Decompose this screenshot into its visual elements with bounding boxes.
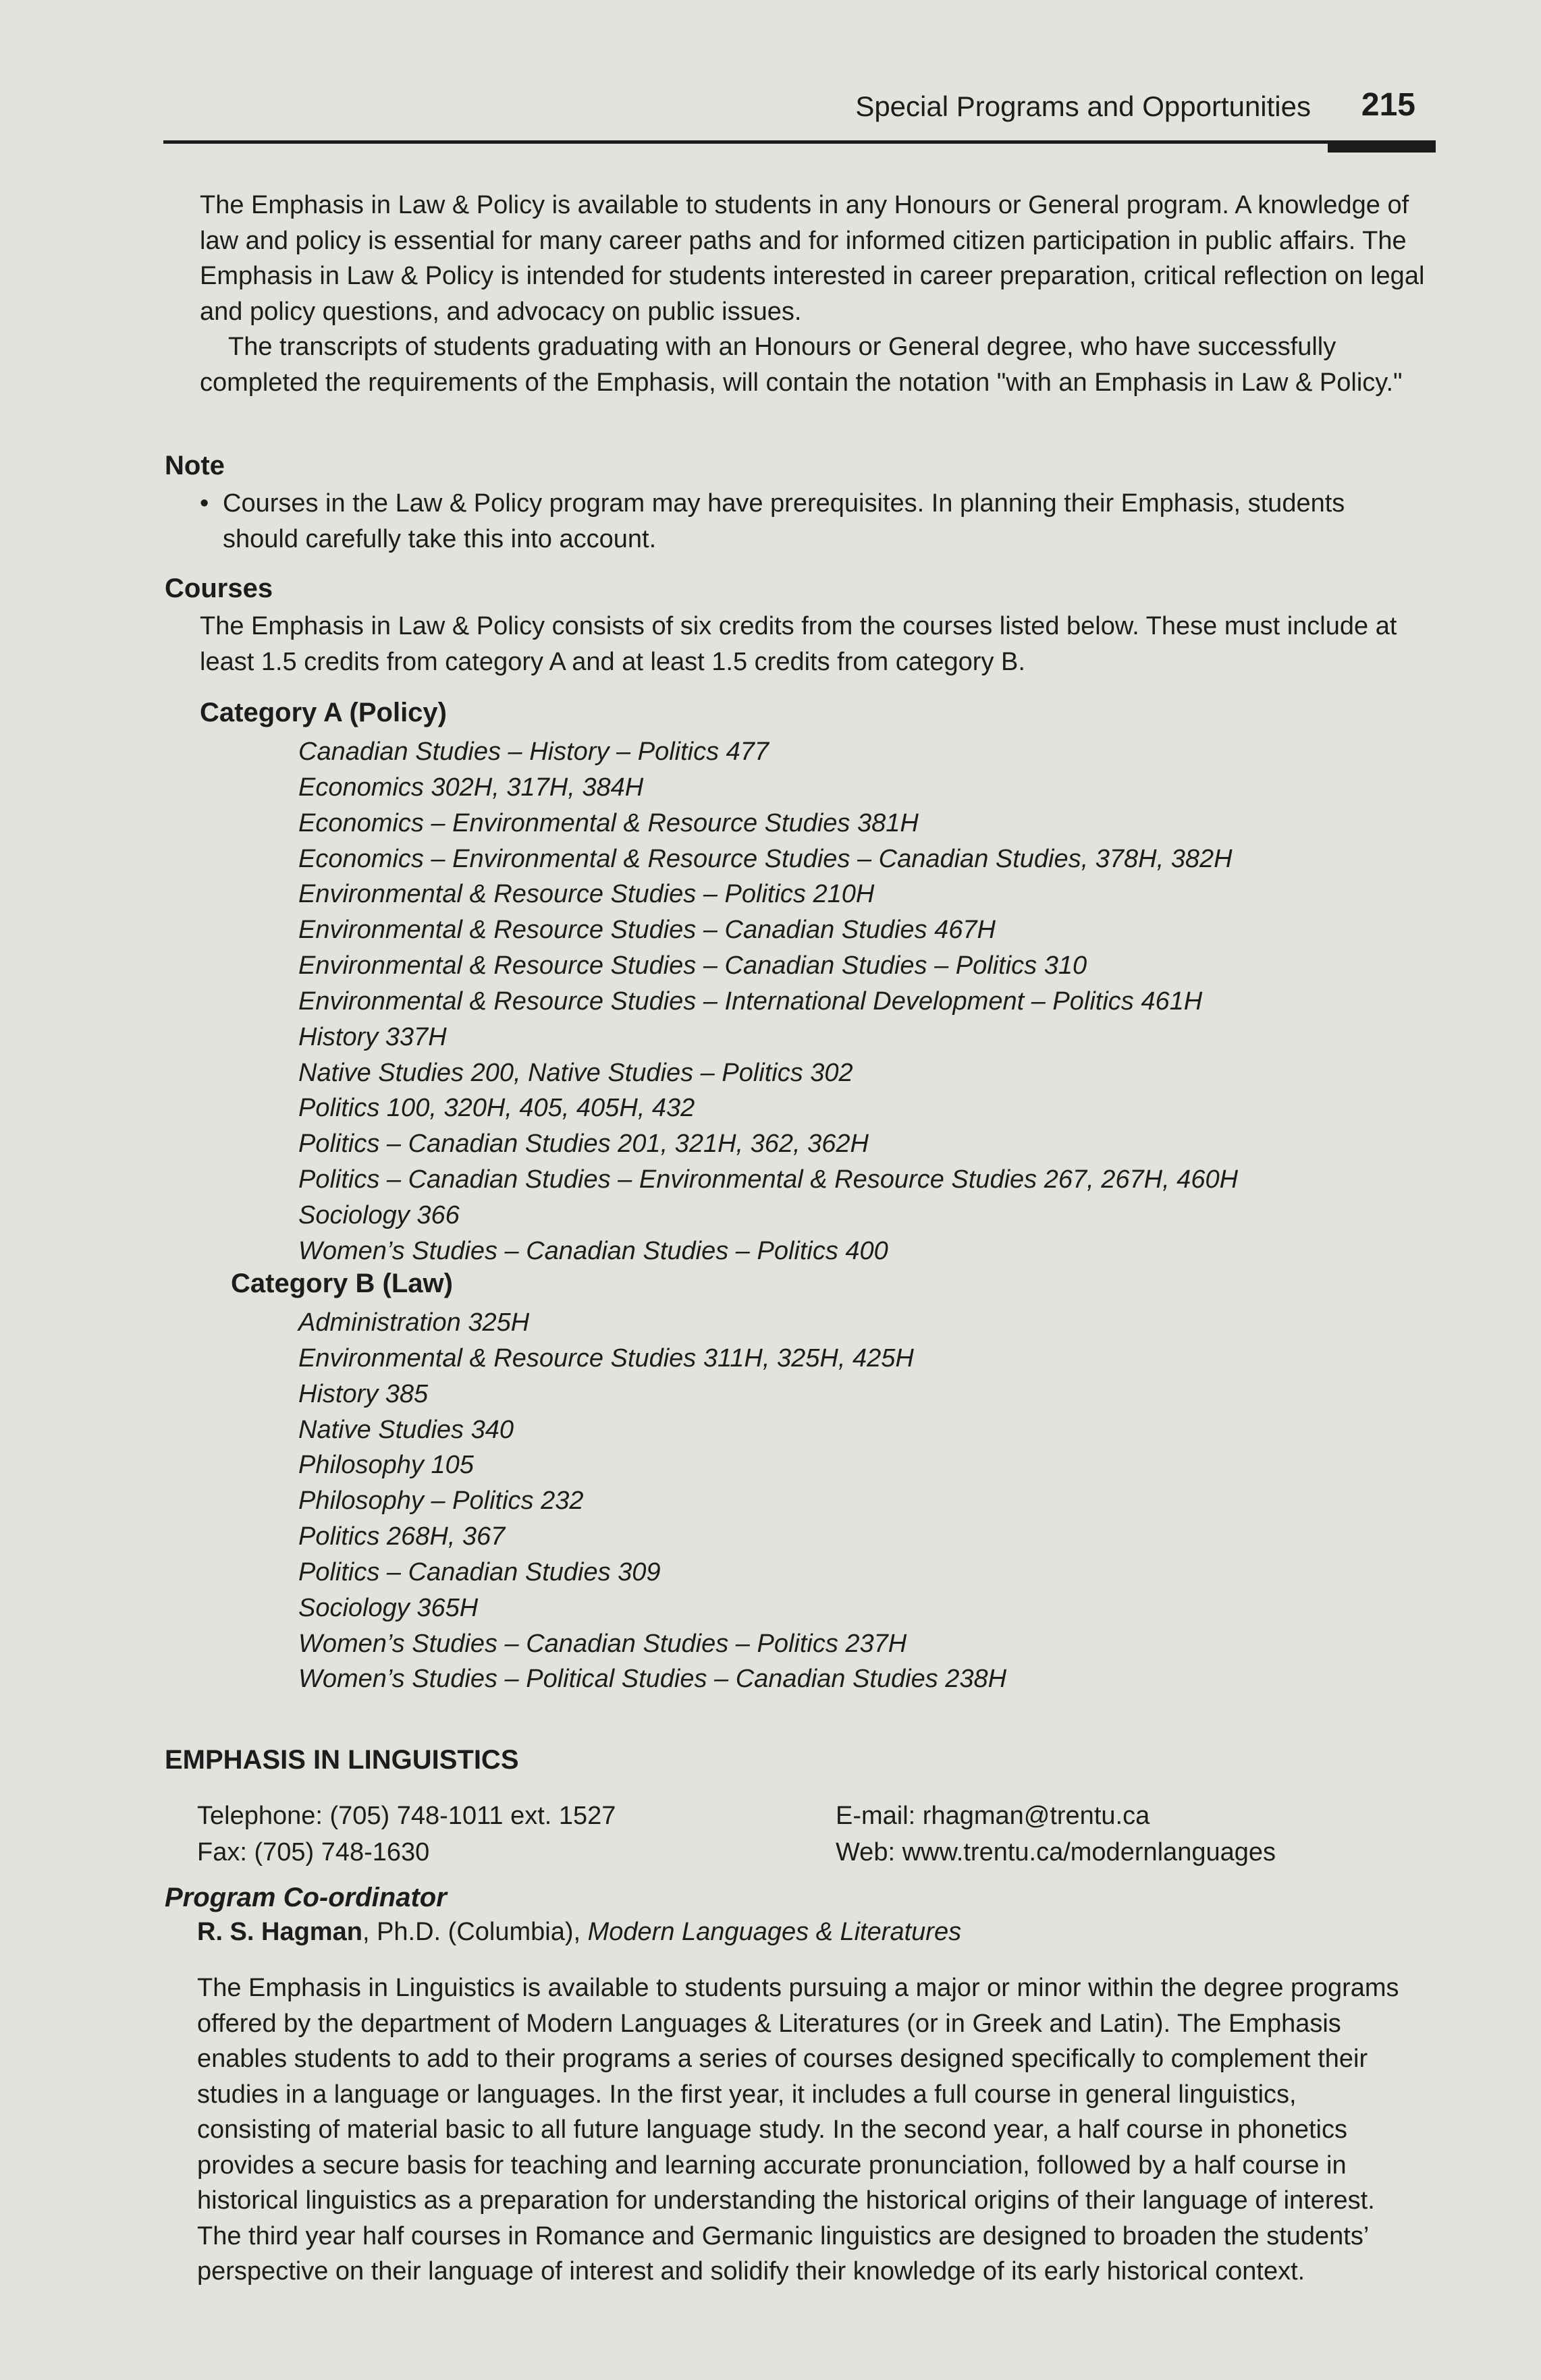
note-heading: Note <box>165 451 225 480</box>
list-item: Sociology 365H <box>298 1593 479 1622</box>
list-item: Politics 268H, 367 <box>298 1522 506 1551</box>
telephone-text: Telephone: (705) 748-1011 ext. 1527 <box>197 1802 616 1830</box>
list-item: Philosophy – Politics 232 <box>298 1487 584 1516</box>
bullet-icon: • <box>200 489 209 518</box>
page-header <box>163 86 1436 147</box>
list-item: Sociology 366 <box>298 1200 460 1229</box>
linguistics-section-title: EMPHASIS IN LINGUISTICS <box>165 1745 519 1775</box>
intro-paragraph-2: The transcripts of students graduating with an Honours or General degree, who have successfully completed the requirements of the Emphasis, will contain the notation "with an Emphasis in Law & Policy." <box>200 333 1403 397</box>
fax-text: Fax: (705) 748-1630 <box>197 1838 430 1866</box>
intro-paragraph-1: The Emphasis in Law & Policy is available to students in any Honours or General program. A knowledge of law and policy is essential for many career paths and for informed citizen participation in public affairs. The Emphasis in Law & Policy is intended for students interested in career preparation, critical reflection on legal and policy questions, and advocacy on public issues. <box>200 191 1425 326</box>
list-item: Environmental & Resource Studies – Canadian Studies 467H <box>298 916 996 945</box>
list-item: Politics – Canadian Studies 201, 321H, 362, 362H <box>298 1130 869 1159</box>
list-item: Canadian Studies – History – Politics 477 <box>298 738 769 766</box>
note-bullet-item <box>200 486 1415 557</box>
list-item: Politics – Canadian Studies – Environmental & Resource Studies 267, 267H, 460H <box>298 1165 1239 1194</box>
category-b-course-list <box>298 1305 1006 1697</box>
list-item: Administration 325H <box>298 1308 530 1337</box>
list-item: Environmental & Resource Studies 311H, 325H, 425H <box>298 1344 914 1373</box>
running-head: Special Programs and Opportunities <box>855 90 1311 122</box>
courses-description: The Emphasis in Law & Policy consists of six credits from the courses listed below. These must include at least 1.5 credits from category A and at least 1.5 credits from category B. <box>200 612 1397 676</box>
coordinator-department: Modern Languages & Literatures <box>587 1918 962 1946</box>
list-item: Women’s Studies – Canadian Studies – Politics 400 <box>298 1236 888 1265</box>
header-tab-marker <box>1328 140 1436 153</box>
courses-heading: Courses <box>165 574 273 603</box>
coordinator-degree: , Ph.D. (Columbia), <box>362 1918 588 1946</box>
contact-phone-fax <box>197 1798 616 1871</box>
list-item: Economics – Environmental & Resource Studies 381H <box>298 808 919 837</box>
page-number: 215 <box>1361 87 1415 123</box>
list-item: Environmental & Resource Studies – Politics 210H <box>298 880 875 909</box>
list-item: Native Studies 200, Native Studies – Politics 302 <box>298 1058 853 1087</box>
web-text: Web: www.trentu.ca/modernlanguages <box>836 1838 1276 1866</box>
list-item: Philosophy 105 <box>298 1451 474 1480</box>
list-item: Politics 100, 320H, 405, 405H, 432 <box>298 1094 695 1123</box>
coordinator-name: R. S. Hagman <box>197 1918 362 1946</box>
coordinator-label: Program Co-ordinator <box>165 1883 447 1912</box>
category-b-heading: Category B (Law) <box>231 1269 453 1298</box>
contact-email-web <box>836 1798 1276 1871</box>
list-item: Environmental & Resource Studies – Canadian Studies – Politics 310 <box>298 951 1087 980</box>
category-a-course-list <box>298 734 1238 1269</box>
list-item: Native Studies 340 <box>298 1415 514 1444</box>
linguistics-description: The Emphasis in Linguistics is available to students pursuing a major or minor within the degree programs offered by the department of Modern Languages & Literatures (or in Greek and Latin). The Emphasis enables students to add to their programs a series of courses designed specifically to complement their studies in a language or languages. In the first year, it includes a full course in general linguistics, consisting of material basic to all future language study. In the second year, a half course in phonetics provides a secure basis for teaching and learning accurate pronunciation, followed by a half course in historical linguistics as a preparation for understanding the historical origins of their language of interest. The third year half courses in Romance and Germanic linguistics are designed to broaden the students’ perspective on their language of interest and solidify their knowledge of its early historical context. <box>197 1974 1399 2286</box>
list-item: Women’s Studies – Canadian Studies – Politics 237H <box>298 1629 907 1658</box>
header-rule <box>163 140 1436 144</box>
note-text: Courses in the Law & Policy program may have prerequisites. In planning their Emphasis, students should carefully take this into account. <box>223 489 1345 553</box>
list-item: History 337H <box>298 1022 447 1051</box>
email-text: E-mail: rhagman@trentu.ca <box>836 1802 1150 1830</box>
list-item: Economics – Environmental & Resource Studies – Canadian Studies, 378H, 382H <box>298 844 1233 873</box>
list-item: Women’s Studies – Political Studies – Canadian Studies 238H <box>298 1665 1007 1694</box>
intro-section <box>200 188 1428 400</box>
list-item: Economics 302H, 317H, 384H <box>298 773 644 802</box>
list-item: Politics – Canadian Studies 309 <box>298 1557 661 1586</box>
list-item: Environmental & Resource Studies – International Development – Politics 461H <box>298 987 1203 1016</box>
category-a-heading: Category A (Policy) <box>200 698 447 727</box>
list-item: History 385 <box>298 1379 429 1408</box>
coordinator-line <box>197 1918 961 1947</box>
